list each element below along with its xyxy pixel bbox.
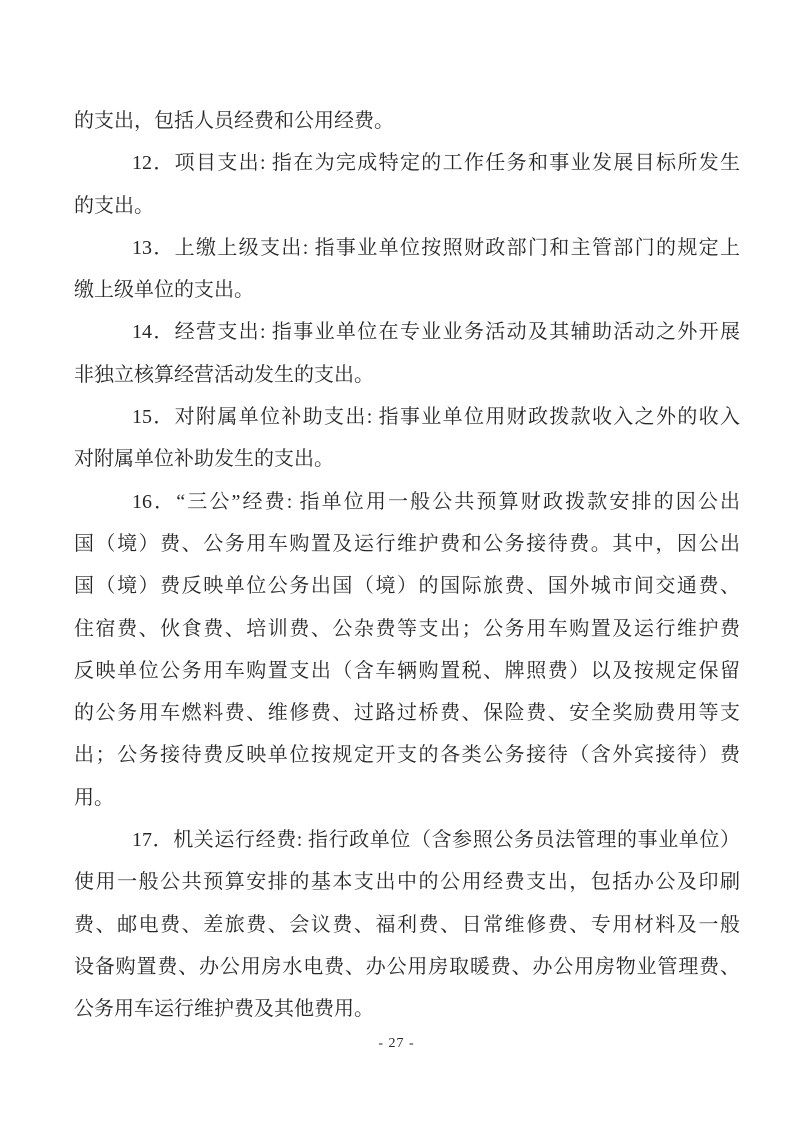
text-line: 16．“三公”经费: 指单位用一般公共预算财政拨款安排的因公出 (132, 490, 740, 513)
text-line: 的公务用车燃料费、维修费、过路过桥费、保险费、安全奖励费用等支 (74, 702, 740, 725)
text-line: 使用一般公共预算安排的基本支出中的公用经费支出，包括办公及印刷 (74, 871, 740, 894)
text-line: 非独立核算经营活动发生的支出。 (74, 363, 374, 386)
text-line: 缴上级单位的支出。 (74, 279, 254, 302)
page-number: - 27 - (378, 1036, 415, 1051)
document-body (74, 100, 740, 1031)
text-line: 国（境）费、公务用车购置及运行维护费和公务接待费。其中，因公出 (74, 532, 740, 555)
text-line: 的支出，包括人员经费和公用经费。 (74, 110, 394, 132)
text-line: 反映单位公务用车购置支出（含车辆购置税、牌照费）以及按规定保留 (74, 659, 740, 682)
text-line: 13．上缴上级支出: 指事业单位按照财政部门和主管部门的规定上 (132, 236, 740, 259)
paragraph-item-14 (74, 311, 740, 396)
paragraph-item-17 (74, 819, 740, 1030)
paragraph-item-12 (74, 142, 740, 227)
paragraph-item-13 (74, 227, 740, 312)
paragraph-item-16 (74, 481, 740, 819)
text-line: 14．经营支出: 指事业单位在专业业务活动及其辅助活动之外开展 (132, 321, 740, 344)
text-line: 费、邮电费、差旅费、会议费、福利费、日常维修费、专用材料及一般 (74, 913, 740, 936)
paragraph-11-continuation (74, 100, 740, 142)
text-line: 12．项目支出: 指在为完成特定的工作任务和事业发展目标所发生 (132, 152, 740, 175)
text-line: 国（境）费反映单位公务出国（境）的国际旅费、国外城市间交通费、 (74, 575, 740, 598)
text-line: 出；公务接待费反映单位按规定开支的各类公务接待（含外宾接待）费 (74, 744, 740, 767)
text-line: 15．对附属单位补助支出: 指事业单位用财政拨款收入之外的收入 (132, 406, 740, 429)
text-line: 设备购置费、办公用房水电费、办公用房取暖费、办公用房物业管理费、 (74, 955, 740, 978)
text-line: 对附属单位补助发生的支出。 (74, 448, 334, 471)
text-line: 住宿费、伙食费、培训费、公杂费等支出；公务用车购置及运行维护费 (74, 617, 740, 640)
text-line: 用。 (74, 786, 114, 809)
paragraph-item-15 (74, 396, 740, 481)
text-line: 17．机关运行经费: 指行政单位（含参照公务员法管理的事业单位） (132, 829, 740, 852)
text-line: 的支出。 (74, 194, 154, 217)
text-line: 公务用车运行维护费及其他费用。 (74, 998, 374, 1021)
